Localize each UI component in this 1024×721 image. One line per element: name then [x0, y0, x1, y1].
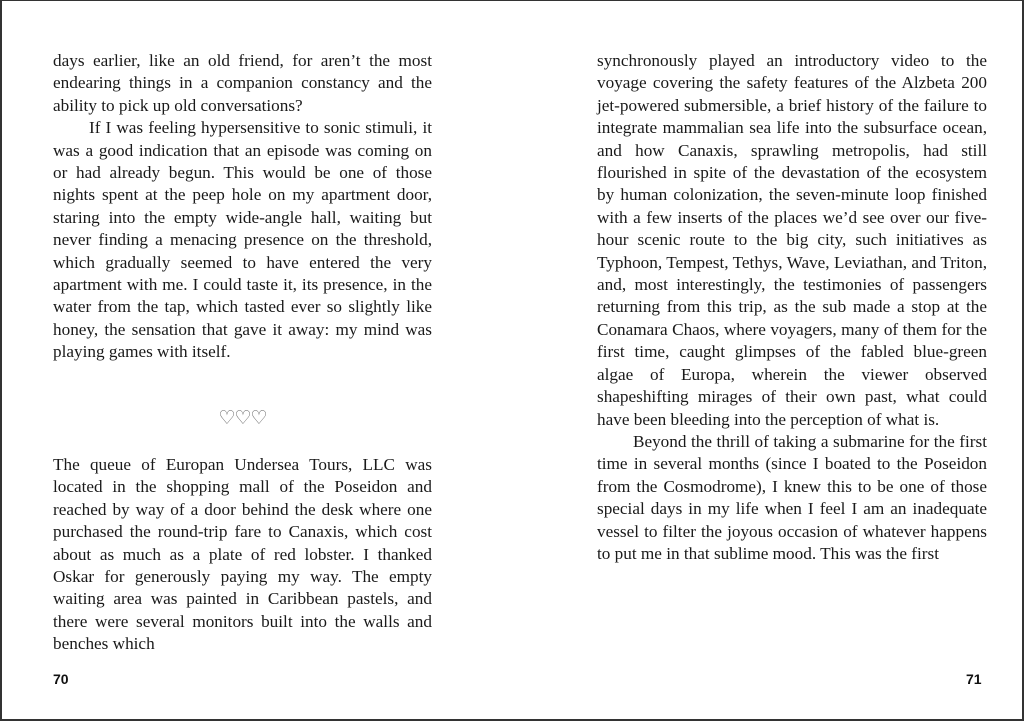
three-hearts-ornament-icon: ♡♡♡	[218, 407, 267, 429]
page-number: 70	[53, 671, 69, 687]
right-page-text	[597, 50, 987, 565]
paragraph: Beyond the thrill of taking a submarine for the first time in several months (since I boated to the Poseidon from the Cosmodrome), I knew this to be one of those special days in my life when I feel I am an inadequate vessel to filter the joyous occasion of whatever happens to put me in that sublime mood. This was the first	[597, 431, 987, 563]
page-number: 71	[966, 671, 982, 687]
right-page	[514, 1, 1024, 720]
paragraph: synchronously played an introductory video to the voyage covering the safety features of the Alzbeta 200 jet-powered submersible, a brief history of the failure to integrate mammalian sea life into the subsurface ocean, and how Canaxis, sprawling metropolis, had still flourished in spite of the devastation of the ecosystem by human colonization, the seven-minute loop finished with a few inserts of the places we’d see over our five-hour scenic route to the big city, such initiatives as Typhoon, Tempest, Tethys, Wave, Leviathan, and Triton, and, most interestingly, the testimonies of passengers returning from this trip, as the sub made a stop at the Conamara Chaos, where voyagers, many of them for the first time, caught glimpses of the fabled blue-green algae of Europa, wherein the viewer observed shapeshifting mirages of their own past, what could have been bleeding into the perception of what is.	[597, 51, 987, 429]
left-page-bottom-text	[53, 454, 432, 656]
left-page	[2, 1, 514, 720]
paragraph: If I was feeling hypersensitive to sonic stimuli, it was a good indication that an episode was coming on or had already begun. This would be one of those nights spent at the peep hole on my apartment door, staring into the empty wide-angle hall, waiting but never finding a menacing presence on the threshold, which gradually seemed to have entered the very apartment with me. I could taste it, its presence, in the water from the tap, which tasted ever so slightly like honey, the sensation that gave it away: my mind was playing games with itself.	[53, 118, 432, 362]
paragraph: days earlier, like an old friend, for aren’t the most endearing things in a companion constancy and the ability to pick up old conversations?	[53, 51, 432, 115]
paragraph: The queue of Europan Undersea Tours, LLC was located in the shopping mall of the Poseidon and reached by way of a door behind the desk where one purchased the round-trip fare to Canaxis, which cost about as much as a plate of red lobster. I thanked Oskar for generously paying my way. The empty waiting area was painted in Caribbean pastels, and there were several monitors built into the walls and benches which	[53, 455, 432, 654]
left-page-top-text	[53, 50, 432, 364]
